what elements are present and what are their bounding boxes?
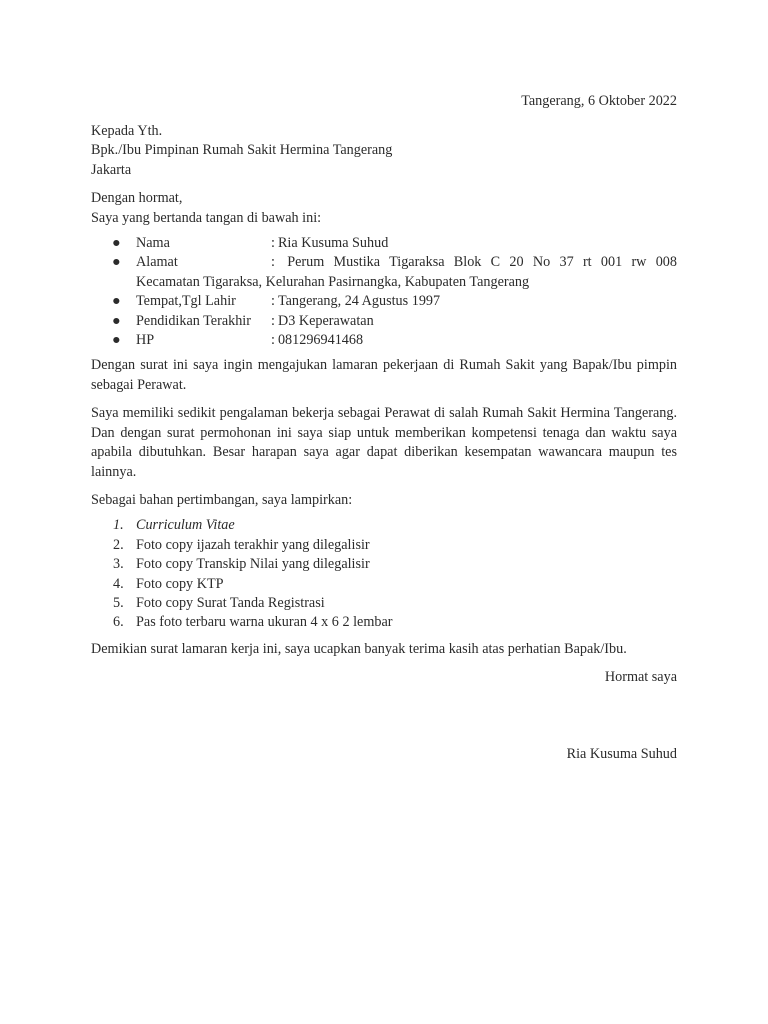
bullet-icon: ● bbox=[112, 254, 121, 271]
recipient-line-3: Jakarta bbox=[91, 161, 132, 178]
detail-value: 081296941468 bbox=[277, 332, 364, 349]
recipient-line-1: Kepada Yth. bbox=[91, 123, 163, 139]
detail-label: Nama bbox=[136, 235, 170, 252]
detail-value: D3 Keperawatan bbox=[277, 312, 374, 329]
paragraph-experience: Saya memiliki sedikit pengalaman bekerja sebagai Perawat di salah Rumah Sakit Hermina Tangerang. Dan dengan surat permohonan ini saya siap untuk memberikan kompetensi tenaga dan waktu saya apabila dibutuhkan. Besar harapan saya agar dapat diberikan kesempatan wawancara maupun tes lainnya. bbox=[91, 405, 677, 480]
attachment-item bbox=[91, 594, 677, 613]
detail-label: Pendidikan Terakhir bbox=[136, 312, 251, 329]
attachment-number: 1. bbox=[113, 517, 124, 534]
attachment-item bbox=[91, 536, 677, 555]
detail-value-continuation: Kecamatan Tigaraksa, Kelurahan Pasirnangka, Kabupaten Tangerang bbox=[136, 273, 530, 290]
place-date: Tangerang, 6 Oktober 2022 bbox=[521, 93, 677, 109]
attachment-text: Pas foto terbaru warna ukuran 4 x 6 2 lembar bbox=[136, 614, 393, 631]
signer-name: Ria Kusuma Suhud bbox=[566, 746, 677, 762]
attachment-number: 3. bbox=[113, 556, 124, 573]
attachment-item bbox=[91, 613, 677, 632]
bullet-icon: ● bbox=[112, 312, 121, 329]
attachment-text: Foto copy KTP bbox=[136, 575, 224, 592]
bullet-icon: ● bbox=[112, 293, 121, 310]
bullet-icon: ● bbox=[112, 235, 121, 252]
letter-body bbox=[91, 122, 677, 688]
attachments-list bbox=[91, 516, 677, 632]
attachment-item bbox=[91, 516, 677, 535]
bullet-icon: ● bbox=[112, 332, 121, 349]
detail-label: Alamat bbox=[136, 254, 178, 271]
attachment-number: 6. bbox=[113, 614, 124, 631]
attachment-text: Foto copy Transkip Nilai yang dilegalisir bbox=[136, 556, 370, 573]
detail-label: HP bbox=[136, 332, 155, 349]
detail-item-alamat: ● Alamat : Perum Mustika Tigaraksa Blok C 20 No 37 rt 001 rw 008 Kecamatan Tigaraksa, Kelurahan Pasirnangka, Kabupaten Tangerang bbox=[91, 253, 677, 292]
attachment-item bbox=[91, 555, 677, 574]
detail-value: Tangerang, 24 Agustus 1997 bbox=[277, 293, 441, 310]
attachments-intro: Sebagai bahan pertimbangan, saya lampirkan: bbox=[91, 491, 353, 508]
attachment-item bbox=[91, 575, 677, 594]
detail-item-hp: ● HP : 081296941468 bbox=[91, 331, 677, 350]
sign-off: Hormat saya bbox=[604, 669, 677, 686]
paragraph-purpose: Dengan surat ini saya ingin mengajukan lamaran pekerjaan di Rumah Sakit yang Bapak/Ibu pimpin sebagai Perawat. bbox=[91, 357, 677, 393]
attachment-text: Curriculum Vitae bbox=[136, 517, 235, 534]
detail-item-pendidikan: ● Pendidikan Terakhir : D3 Keperawatan bbox=[91, 312, 677, 331]
applicant-details bbox=[91, 234, 677, 350]
detail-value: Perum Mustika Tigaraksa Blok C 20 No 37 rt 001 rw 008 bbox=[287, 254, 677, 271]
attachment-number: 2. bbox=[113, 536, 124, 553]
detail-item-nama: ● Nama : Ria Kusuma Suhud bbox=[91, 234, 677, 253]
attachment-number: 4. bbox=[113, 575, 124, 592]
detail-value: Ria Kusuma Suhud bbox=[277, 235, 389, 252]
attachment-number: 5. bbox=[113, 594, 124, 611]
detail-item-ttl: ● Tempat,Tgl Lahir : Tangerang, 24 Agustus 1997 bbox=[91, 292, 677, 311]
closing-text: Demikian surat lamaran kerja ini, saya ucapkan banyak terima kasih atas perhatian Bapak/Ibu. bbox=[91, 640, 627, 657]
attachment-text: Foto copy ijazah terakhir yang dilegalisir bbox=[136, 536, 370, 553]
attachment-text: Foto copy Surat Tanda Registrasi bbox=[136, 594, 325, 611]
recipient-line-2: Bpk./Ibu Pimpinan Rumah Sakit Hermina Tangerang bbox=[91, 142, 393, 159]
intro-text: Saya yang bertanda tangan di bawah ini: bbox=[91, 209, 322, 226]
detail-label: Tempat,Tgl Lahir bbox=[136, 293, 236, 310]
greeting: Dengan hormat, bbox=[91, 190, 183, 207]
